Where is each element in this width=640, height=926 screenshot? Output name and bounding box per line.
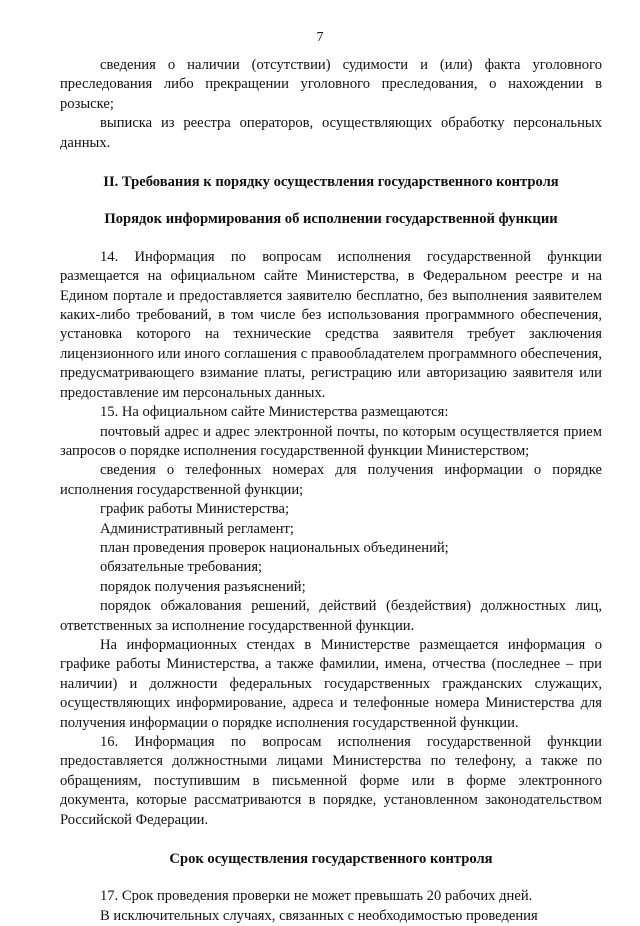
paragraph-17: 17. Срок проведения проверки не может превышать 20 рабочих дней. xyxy=(100,888,533,905)
paragraph-operators-registry: выписка из реестра операторов, осуществляющих обработку персональных данных. xyxy=(60,115,602,151)
subheading-informing: Порядок информирования об исполнении государственной функции xyxy=(104,211,558,228)
list-item-postal-address: почтовый адрес и адрес электронной почты, по которым осуществляется прием запросов о порядке исполнения государственной функции Министерством; xyxy=(60,423,602,459)
paragraph-criminal-record: сведения о наличии (отсутствии) судимости и (или) факта уголовного преследования либо прекращении уголовного преследования, о нахождении в розыске; xyxy=(60,57,602,112)
list-item-regulation: Административный регламент; xyxy=(100,520,294,537)
section-heading: II. Требования к порядку осуществления государственного контроля xyxy=(103,174,559,191)
paragraph-15: 15. На официальном сайте Министерства размещаются: xyxy=(100,404,449,421)
list-item-mandatory-requirements: обязательные требования; xyxy=(100,559,263,576)
list-item-appeal-procedure: порядок обжалования решений, действий (бездействия) должностных лиц, ответственных за исполнение государственной функции. xyxy=(60,598,602,634)
page-number: 7 xyxy=(316,30,324,45)
subheading-term: Срок осуществления государственного контроля xyxy=(169,851,493,868)
paragraph-exceptional-cases: В исключительных случаях, связанных с необходимостью проведения xyxy=(100,907,538,924)
paragraph-16: 16. Информация по вопросам исполнения государственной функции предоставляется должностными лицами Министерства по телефону, а также по обращениям, поступившим в письменной форме или в форме электронного документа, которые рассматриваются в порядке, установленном законодательством Российской Федерации. xyxy=(60,734,602,828)
document-body xyxy=(60,56,602,926)
paragraph-info-stands: На информационных стендах в Министерстве размещается информация о графике работы Министерства, а также фамилии, имена, отчества (последнее – при наличии) и должности федеральных государственных гражданских служащих, осуществляющих информирование, адреса и телефонные номера Министерства для получения информации о порядке исполнения государственной функции. xyxy=(60,636,602,731)
paragraph-14: 14. Информация по вопросам исполнения государственной функции размещается на официальном сайте Министерства, в Федеральном реестре и на Едином портале и предоставляется заявителю бесплатно, без выполнения заявителем каких-либо требований, в том числе без использования программного обеспечения, установка которого на технические средства заявителя требует заключения лицензионного или иного соглашения с правообладателем программного обеспечения, предусматривающего взимание платы, регистрацию или авторизацию заявителя или предоставление им персональных данных. xyxy=(60,248,602,401)
list-item-work-schedule: график работы Министерства; xyxy=(100,501,290,518)
list-item-phone-numbers: сведения о телефонных номерах для получения информации о порядке исполнения государственной функции; xyxy=(60,462,602,498)
list-item-inspection-plan: план проведения проверок национальных объединений; xyxy=(100,539,449,556)
list-item-clarifications: порядок получения разъяснений; xyxy=(100,578,306,595)
